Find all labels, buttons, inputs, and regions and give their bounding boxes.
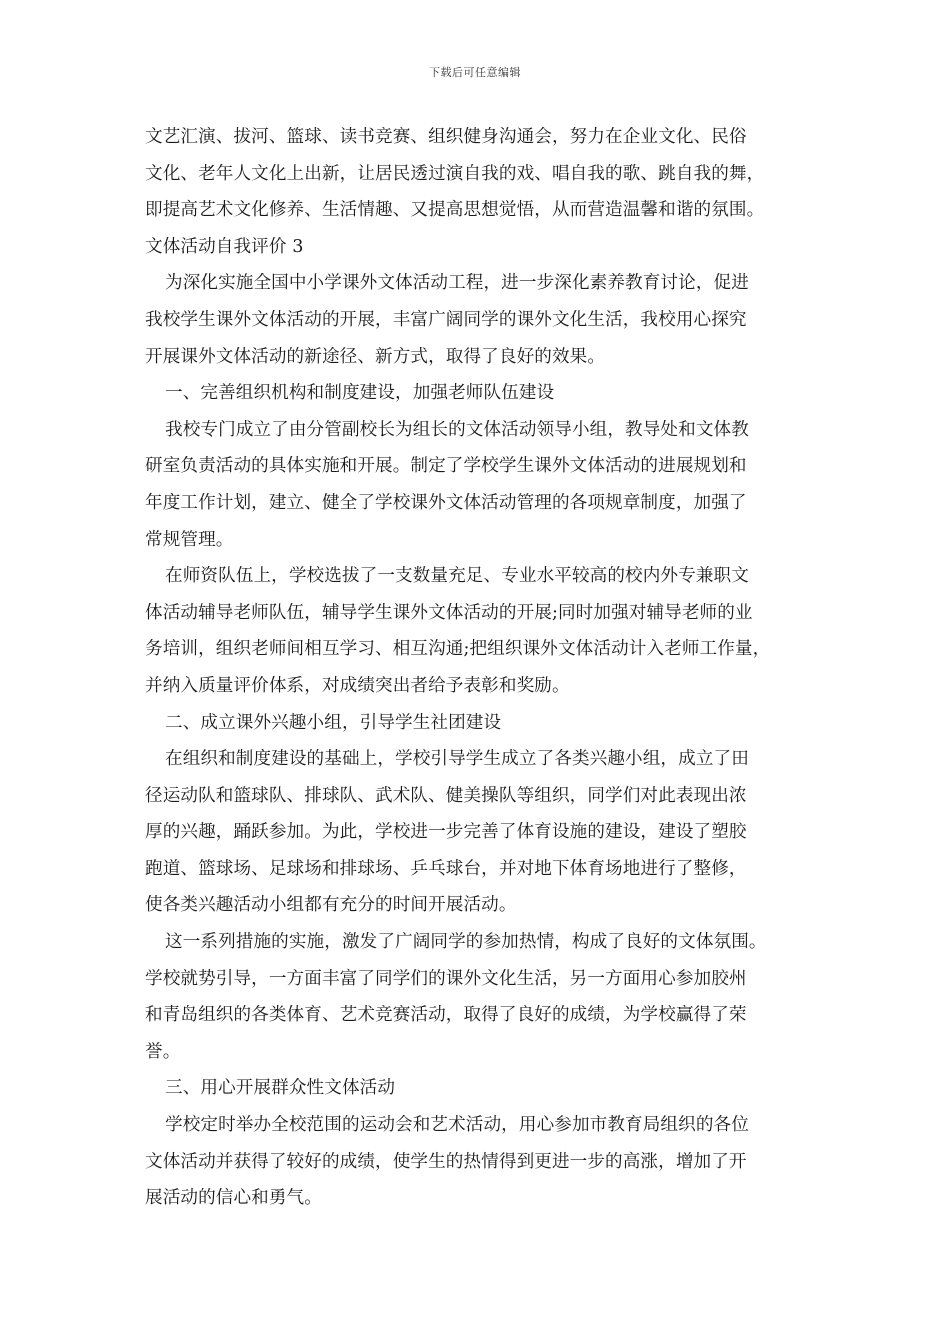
- body-line: 文艺汇演、拔河、篮球、读书竞赛、组织健身沟通会，努力在企业文化、民俗: [145, 127, 747, 147]
- body-line: 学校就势引导，一方面丰富了同学们的课外文化生活，另一方面用心参加胶州: [145, 968, 747, 989]
- body-line: 在师资队伍上，学校选拔了一支数量充足、专业水平较高的校内外专兼职文: [165, 566, 749, 587]
- document-body: [145, 119, 825, 1217]
- body-line: 厚的兴趣，踊跃参加。为此，学校进一步完善了体育设施的建设，建设了塑胶: [145, 822, 747, 843]
- section-heading: 二、成立课外兴趣小组，引导学生社团建设: [165, 712, 502, 733]
- body-line: 我校学生课外文体活动的开展，丰富广阔同学的课外文化生活，我校用心探究: [145, 309, 747, 330]
- body-line: 体活动辅导老师队伍，辅导学生课外文体活动的开展;同时加强对辅导老师的业: [145, 602, 753, 623]
- body-line: 跑道、篮球场、足球场和排球场、乒乓球台，并对地下体育场地进行了整修，: [145, 858, 747, 879]
- body-line: 为深化实施全国中小学课外文体活动工程，进一步深化素养教育讨论，促进: [165, 273, 749, 294]
- page-header: 下载后可任意编辑: [429, 66, 521, 79]
- section-heading: 一、完善组织机构和制度建设，加强老师队伍建设: [165, 383, 555, 404]
- body-line: 常规管理。: [145, 529, 234, 550]
- body-line: 在组织和制度建设的基础上，学校引导学生成立了各类兴趣小组，成立了田: [165, 749, 749, 770]
- body-line: 誉。: [145, 1041, 181, 1062]
- body-line: 这一系列措施的实施，激发了广阔同学的参加热情，构成了良好的文体氛围。: [165, 932, 767, 953]
- body-line: 径运动队和篮球队、排球队、武术队、健美操队等组织，同学们对此表现出浓: [145, 785, 747, 806]
- body-line: 我校专门成立了由分管副校长为组长的文体活动领导小组，教导处和文体教: [165, 419, 749, 440]
- body-line: 和青岛组织的各类体育、艺术竞赛活动，取得了良好的成绩，为学校赢得了荣: [145, 1005, 747, 1026]
- body-line: 开展课外文体活动的新途径、新方式，取得了良好的效果。: [145, 346, 606, 367]
- section-title: 文体活动自我评价 3: [145, 236, 304, 257]
- body-line: 研室负责活动的具体实施和开展。制定了学校学生课外文体活动的进展规划和: [145, 456, 747, 477]
- body-line: 展活动的信心和勇气。: [145, 1188, 322, 1209]
- body-line: 并纳入质量评价体系，对成绩突出者给予表彰和奖励。: [145, 675, 570, 696]
- body-line: 使各类兴趣活动小组都有充分的时间开展活动。: [145, 895, 517, 916]
- body-line: 年度工作计划，建立、健全了学校课外文体活动管理的各项规章制度，加强了: [145, 492, 747, 513]
- section-heading: 三、用心开展群众性文体活动: [165, 1078, 396, 1099]
- body-line: 学校定时举办全校范围的运动会和艺术活动，用心参加市教育局组织的各位: [165, 1115, 749, 1136]
- body-line: 文体活动并获得了较好的成绩，使学生的热情得到更进一步的高涨，增加了开: [145, 1151, 747, 1172]
- body-line: 即提高艺术文化修养、生活情趣、又提高思想觉悟，从而营造温馨和谐的氛围。: [145, 200, 765, 221]
- body-line: 文化、老年人文化上出新，让居民透过演自我的戏、唱自我的歌、跳自我的舞，: [145, 163, 765, 184]
- body-line: 务培训，组织老师间相互学习、相互沟通;把组织课外文体活动计入老师工作量，: [145, 639, 771, 660]
